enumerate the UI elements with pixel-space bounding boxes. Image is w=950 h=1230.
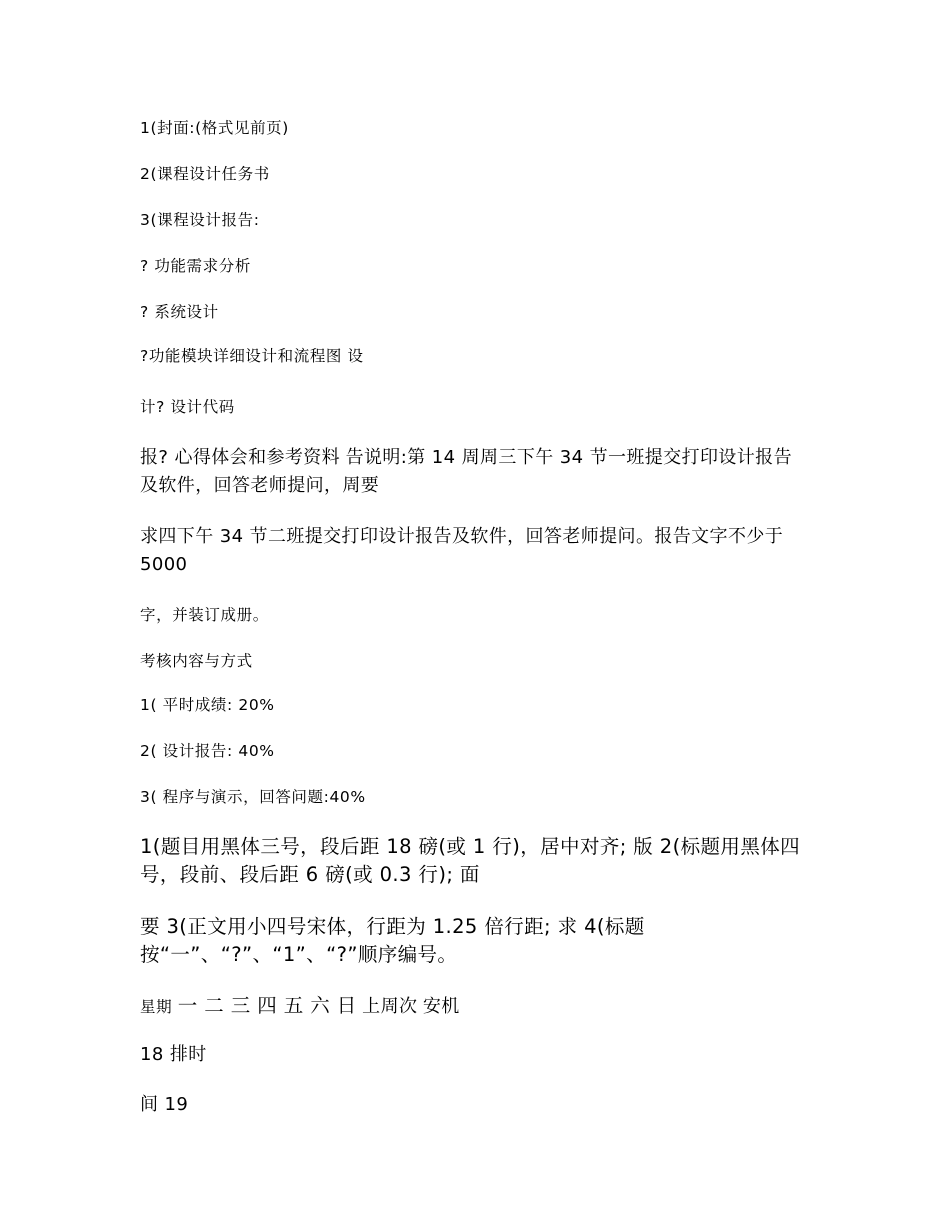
assessment-heading: 考核内容与方式 [140, 652, 253, 670]
schedule-days: 一 二 三 四 五 六 日 [177, 994, 357, 1017]
submission-paragraph [140, 444, 810, 500]
requirement-analysis-item: ? 功能需求分析 [140, 257, 251, 275]
submission-text-1: 告说明:第 14 周周三下午 34 节一班提交打印设计报告及软件，回答老师提问，周要 [140, 447, 792, 496]
cover-item: 1(封面:(格式见前页) [140, 119, 289, 137]
task-book-item: 2(课程设计任务书 [140, 165, 270, 183]
assessment-item-report: 2( 设计报告: 40% [140, 742, 275, 760]
schedule-row [140, 996, 810, 1016]
reflection-item: 报? 心得体会和参考资料 [140, 447, 341, 468]
assessment-item-usual: 1( 平时成绩: 20% [140, 696, 275, 714]
submission-paragraph-2: 求四下午 34 节二班提交打印设计报告及软件，回答老师提问。报告文字不少于 5000 [140, 526, 784, 575]
schedule-week-18: 18 排时 [140, 1044, 207, 1065]
design-code-item: 计? 设计代码 [140, 398, 235, 416]
schedule-computer-label: 安机 [422, 996, 460, 1017]
module-design-item [140, 349, 810, 365]
assessment-item-program: 3( 程序与演示，回答问题:40% [140, 788, 366, 806]
format-paragraph-2: 要 3(正文用小四号宋体，行距为 1.25 倍行距; 求 4(标题按“一”、“?”、“1”、“?”顺序编号。 [140, 915, 645, 966]
binding-note: 字，并装订成册。 [140, 606, 269, 624]
system-design-item: ? 系统设计 [140, 303, 219, 321]
report-item: 3(课程设计报告: [140, 211, 260, 229]
module-design-text: ?功能模块详细设计和流程图 设 [140, 347, 364, 365]
schedule-weekday-label: 星期 [140, 998, 173, 1016]
schedule-week-19: 间 19 [140, 1094, 189, 1115]
schedule-week-label: 上周次 [362, 996, 418, 1017]
format-paragraph-1: 1(题目用黑体三号，段后距 18 磅(或 1 行)，居中对齐; 版 2(标题用黑体四号，段前、段后距 6 磅(或 0.3 行); 面 [140, 835, 801, 886]
